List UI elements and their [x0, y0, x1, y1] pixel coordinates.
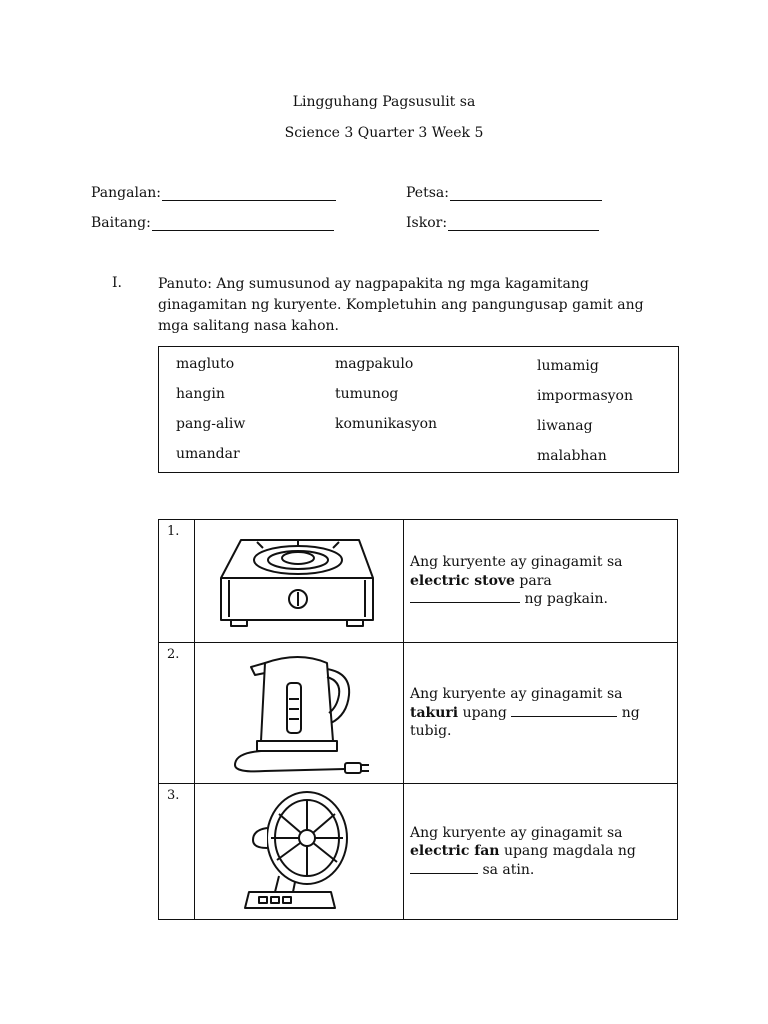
fan-cell: [195, 784, 404, 920]
grade-label: Baitang:: [91, 215, 151, 231]
question-number: 1.: [159, 520, 195, 643]
question-prefix: Ang kuryente ay ginagamit sa: [410, 686, 623, 703]
word-bank: [158, 346, 679, 473]
electric-stove-icon: [195, 520, 403, 638]
word-bank-item: magpakulo: [335, 356, 414, 372]
question-text: [404, 643, 678, 784]
grade-blank[interactable]: [152, 216, 334, 231]
word-bank-item: umandar: [176, 446, 240, 462]
name-blank[interactable]: [162, 186, 336, 201]
word-bank-item: impormasyon: [537, 388, 633, 404]
worksheet-subtitle: Science 3 Quarter 3 Week 5: [284, 125, 484, 141]
electric-kettle-icon: [195, 643, 403, 779]
date-blank[interactable]: [450, 186, 602, 201]
answer-blank[interactable]: [410, 590, 520, 603]
question-number: 3.: [159, 784, 195, 920]
score-label: Iskor:: [406, 215, 448, 231]
score-blank[interactable]: [448, 216, 599, 231]
appliance-name: electric fan: [410, 843, 500, 860]
question-text: [404, 784, 678, 920]
question-suffix: sa atin.: [478, 861, 535, 878]
question-prefix: Ang kuryente ay ginagamit sa: [410, 824, 623, 841]
word-bank-item: komunikasyon: [335, 416, 438, 432]
questions-table: [158, 519, 678, 920]
section-numeral: I.: [112, 275, 122, 291]
question-prefix: Ang kuryente ay ginagamit sa: [410, 554, 623, 571]
electric-fan-icon: [195, 784, 403, 915]
instructions: Panuto: Ang sumusunod ay nagpapakita ng mga kagamitang ginagamitan ng kuryente. Kompletuhin ang pangungusap gamit ang mga salitang nasa kahon.: [158, 276, 644, 334]
word-bank-item: lumamig: [537, 358, 599, 374]
word-bank-item: liwanag: [537, 418, 593, 434]
question-row: [159, 520, 678, 643]
appliance-name: takuri: [410, 704, 459, 721]
question-suffix: ng pagkain.: [520, 591, 608, 608]
name-label: Pangalan:: [91, 185, 162, 201]
question-row: [159, 784, 678, 920]
question-number: 2.: [159, 643, 195, 784]
stove-cell: [195, 520, 404, 643]
question-suffix: ng tubig.: [410, 704, 640, 740]
answer-blank[interactable]: [511, 704, 617, 717]
grade-field[interactable]: [91, 215, 334, 231]
worksheet-title: Lingguhang Pagsusulit sa: [292, 94, 476, 110]
answer-blank[interactable]: [410, 861, 478, 874]
question-connector: upang: [458, 704, 512, 721]
date-field[interactable]: [406, 185, 602, 201]
name-field[interactable]: [91, 185, 336, 201]
score-field[interactable]: [406, 215, 599, 231]
word-bank-item: pang-aliw: [176, 416, 246, 432]
word-bank-item: malabhan: [537, 448, 607, 464]
kettle-cell: [195, 643, 404, 784]
question-row: [159, 643, 678, 784]
question-connector: para: [514, 572, 552, 589]
word-bank-item: magluto: [176, 356, 235, 372]
date-label: Petsa:: [406, 185, 449, 201]
question-text: [404, 520, 678, 643]
word-bank-item: hangin: [176, 386, 225, 402]
question-connector: upang magdala ng: [499, 843, 636, 860]
appliance-name: electric stove: [410, 572, 515, 589]
word-bank-item: tumunog: [335, 386, 399, 402]
